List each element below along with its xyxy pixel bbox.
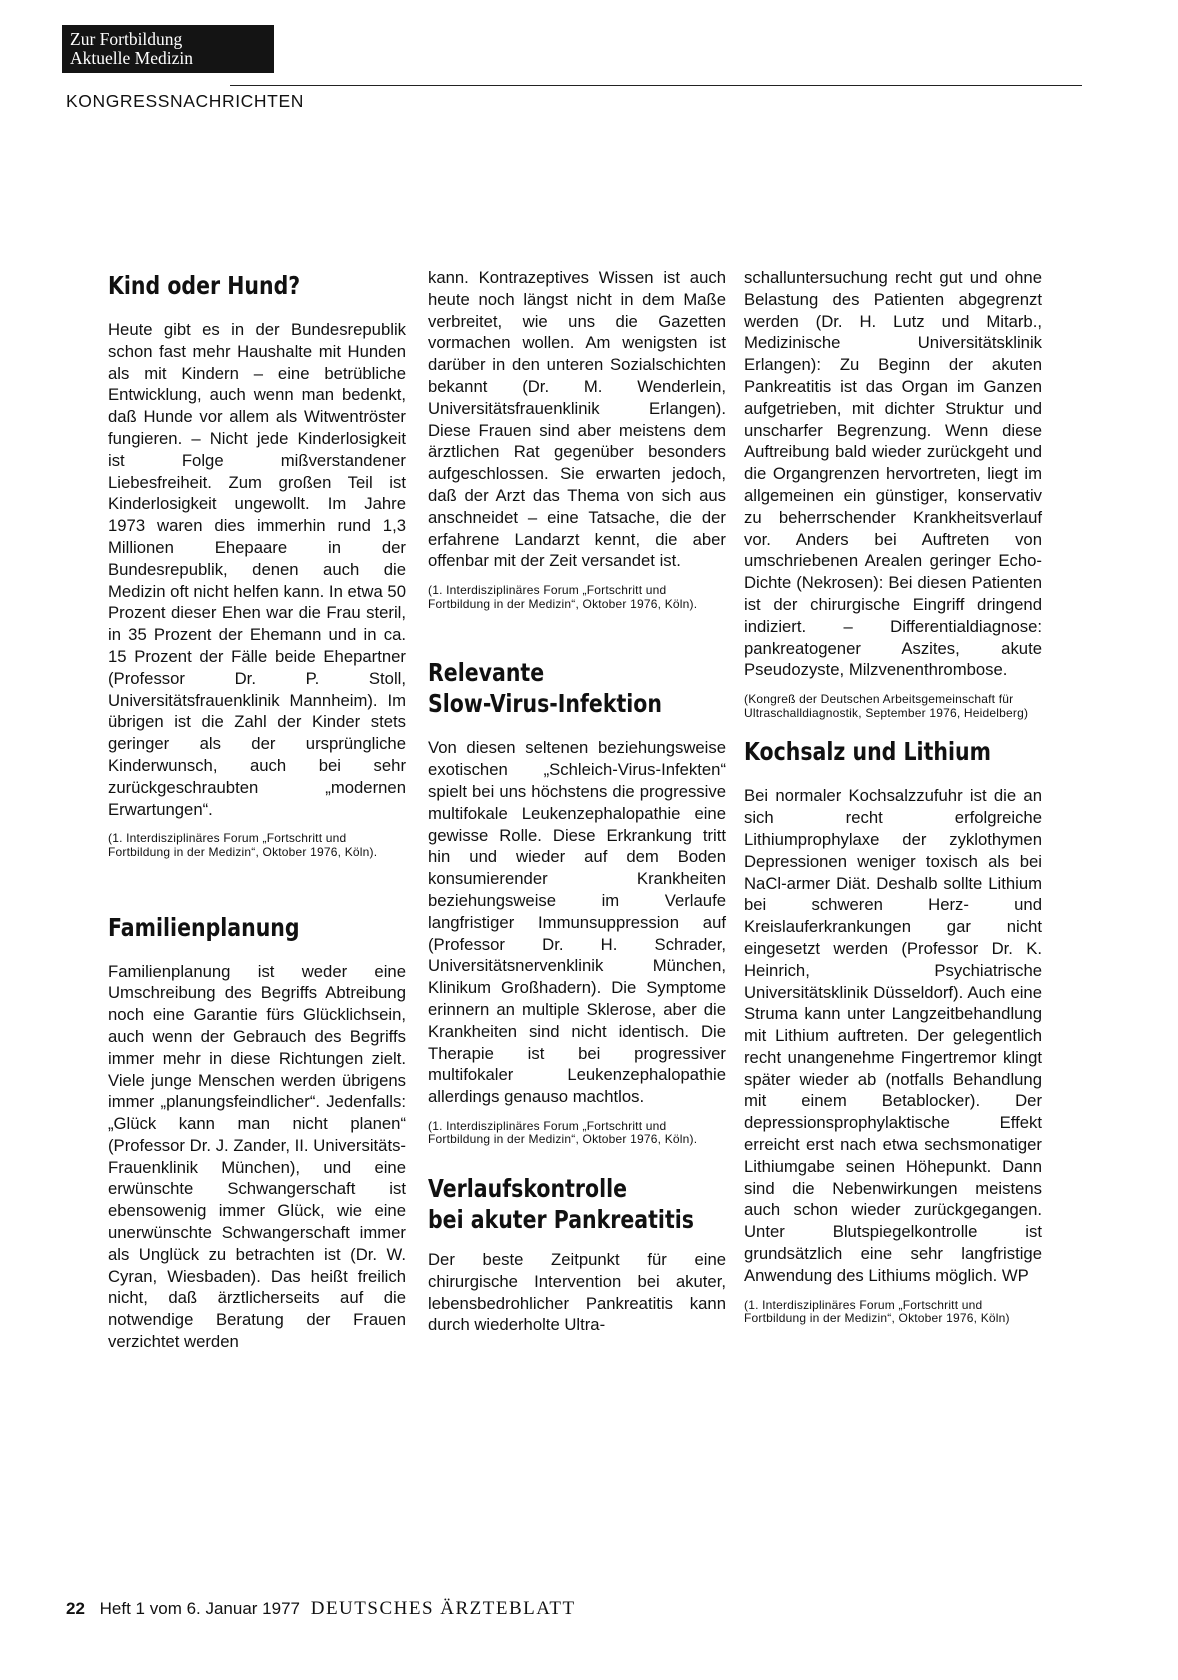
article-body-kochsalz-lithium: Bei normaler Kochsalzzufuhr ist die an sich recht erfolgreiche Lithiumprophylaxe der zyklothymen Depressionen weniger toxisch als bei NaCl-armer Diät. Deshalb sollte Lithium bei schweren Herz- und Kreislauferkrankungen gar nicht eingesetzt werden (Professor Dr. K. Heinrich, Psychiatrische Universitätsklinik Düsseldorf). Auch eine Struma kann unter Langzeitbehandlung mit Lithium auftreten. Der gelegentlich recht unangenehme Fingertremor klingt später wieder ab (notfalls Behandlung mit einem Betablocker). Der depressionsprophylaktische Effekt erreicht erst nach etwa sechsmonatiger Lithiumgabe seinen Höhepunkt. Dann sind die Nebenwirkungen meistens auch schon wieder zurückgegangen. Unter Blutspiegelkontrolle ist grundsätzlich eine sehr langfristige Anwendung des Lithiums möglich. WP xyxy=(744,786,1042,1285)
article-title-slow-virus xyxy=(428,657,672,719)
category-label xyxy=(62,25,274,73)
section-title: KONGRESSNACHRICHTEN xyxy=(66,91,304,111)
article-ref-pankreatitis: (Kongreß der Deutschen Arbeitsgemeinschaft für Ultraschalldiagnostik, September 1976, Heidelberg) xyxy=(744,692,1029,720)
issue-info: Heft 1 vom 6. Januar 1977 xyxy=(99,1599,300,1618)
article-body-kind-oder-hund: Heute gibt es in der Bundesrepublik schon fast mehr Haushalte mit Hunden als mit Kindern – eine betrübliche Entwicklung, auch wenn man bedenkt, daß Hunde vor allem als Witwentröster fungieren. – Nicht jede Kinderlosigkeit ist Folge mißverstandener Liebesfreiheit. Zum großen Teil ist Kinderlosigkeit ungewollt. Im Jahre 1973 waren dies immerhin rund 1,3 Millionen Ehepaare in der Bundesrepublik, denen auch die Medizin oft nicht helfen kann. In etwa 50 Prozent dieser Ehen war die Frau steril, in 35 Prozent der Ehemann und in ca. 15 Prozent der Fälle beide Ehepartner (Professor Dr. P. Stoll, Universitätsfrauenklinik Mannheim). Im übrigen ist die Zahl der Kinder stets geringer als der ursprüngliche Kinderwunsch, auch bei sehr zurückgeschraubten „modernen Erwartungen“. xyxy=(108,320,406,819)
article-title-familienplanung: Familienplanung xyxy=(108,912,300,942)
article-body-pankreatitis-cont: schalluntersuchung recht gut und ohne Belastung des Patienten abgegrenzt werden (Dr. H. Lutz und Mitarb., Medizinische Universitätsklinik Erlangen): Zu Beginn der akuten Pankreatitis ist das Organ im Ganzen aufgetrieben, mit dichter Struktur und unscharfer Begrenzung. Wenn diese Auftreibung bald wieder zurückgeht und die Organgrenzen hervortreten, liegt im allgemeinen ein günstiger, konservativ zu beherrschender Krankheitsverlauf vor. Anders bei Auftreten von umschriebenen Arealen geringer Echo-Dichte (Nekrosen): Bei diesen Patienten ist der chirurgische Eingriff dringend indiziert. – Differentialdiagnose: pankreatogener Aszites, akute Pseudozyste, Milzvenenthrombose. xyxy=(744,268,1042,680)
article-body-familienplanung-cont: kann. Kontrazeptives Wissen ist auch heute noch längst nicht in dem Maße verbreitet, wie uns die Gazetten vormachen wollen. Am wenigsten ist darüber in den unteren Sozialschichten bekannt (Dr. M. Wenderlein, Universitätsfrauenklinik Erlangen). Diese Frauen sind aber meistens dem ärztlichen Rat gegenüber besonders aufgeschlossen. Sie erwarten jedoch, daß der Arzt das Thema von sich aus anschneidet – eine Tatsache, die der erfahrene Landarzt kennt, die aber offenbar mit der Zeit versandet ist. xyxy=(428,268,726,571)
article-title-slow-virus-line1: Relevante xyxy=(428,658,545,688)
header-rule xyxy=(230,85,1082,86)
column-3 xyxy=(744,270,1042,1326)
article-ref-kind-oder-hund: (1. Interdisziplinäres Forum „Fortschritt und Fortbildung in der Medizin“, Oktober 1976, Köln). xyxy=(108,831,378,859)
column-1 xyxy=(108,270,406,1353)
article-title-pankreatitis xyxy=(428,1173,695,1235)
article-title-pankreatitis-line1: Verlaufskontrolle xyxy=(428,1174,628,1204)
article-title-kind-oder-hund: Kind oder Hund? xyxy=(108,271,301,300)
article-ref-familienplanung: (1. Interdisziplinäres Forum „Fortschritt und Fortbildung in der Medizin“, Oktober 1976, Köln). xyxy=(428,583,698,611)
page-footer xyxy=(66,1598,576,1620)
article-ref-slow-virus: (1. Interdisziplinäres Forum „Fortschritt und Fortbildung in der Medizin“, Oktober 1976, Köln). xyxy=(428,1118,698,1147)
article-body-slow-virus: Von diesen seltenen beziehungsweise exotischen „Schleich-Virus-Infekten“ spielt bei uns höchstens die progressive multifokale Leukenzephalopathie eine gewisse Rolle. Diese Erkrankung tritt hin und wieder auf dem Boden konsumierender Krankheiten beziehungsweise im Verlaufe langfristiger Immunsuppression auf (Professor Dr. H. Schrader, Universitätsnervenklinik München, Klinikum Großhadern). Die Symptome erinnern an multiple Sklerose, aber die Krankheiten sind nicht identisch. Die Therapie ist bei progressiver multifokaler Leukenzephalopathie allerdings genauso machtlos. xyxy=(428,738,726,1107)
article-body-pankreatitis: Der beste Zeitpunkt für eine chirurgische Intervention bei akuter, lebensbedrohlicher Pankreatitis kann durch wiederholte Ultra- xyxy=(428,1250,726,1335)
article-ref-kochsalz-lithium: (1. Interdisziplinäres Forum „Fortschritt und Fortbildung in der Medizin“, Oktober 1976, Köln) xyxy=(744,1297,1010,1326)
column-2 xyxy=(428,270,726,1336)
category-label-line1: Zur Fortbildung xyxy=(70,29,183,49)
category-label-line2: Aktuelle Medizin xyxy=(70,48,193,68)
magazine-name: DEUTSCHES ÄRZTEBLATT xyxy=(310,1598,576,1619)
page-number: 22 xyxy=(66,1599,85,1618)
article-title-pankreatitis-line2: bei akuter Pankreatitis xyxy=(428,1205,695,1235)
article-title-slow-virus-line2: Slow-Virus-Infektion xyxy=(428,689,662,719)
article-body-familienplanung: Familienplanung ist weder eine Umschreibung des Begriffs Abtreibung noch eine Garantie fürs Glücklichsein, auch wenn der Gebrauch des Begriffs immer mehr in diese Richtungen zielt. Viele junge Menschen werden übrigens immer „planungsfeindlicher“. Jedenfalls: „Glück kann man nicht planen“ (Professor Dr. J. Zander, II. Universitäts-Frauenklinik München), und eine erwünschte Schwangerschaft ist ebensowenig immer Glück, wie eine unerwünschte Schwangerschaft immer als Unglück zu betrachten ist (Dr. W. Cyran, Wiesbaden). Das heißt freilich nicht, daß ärztlicherseits auf die notwendige Beratung der Frauen verzichtet werden xyxy=(108,961,406,1352)
article-title-kochsalz-lithium: Kochsalz und Lithium xyxy=(744,737,991,767)
